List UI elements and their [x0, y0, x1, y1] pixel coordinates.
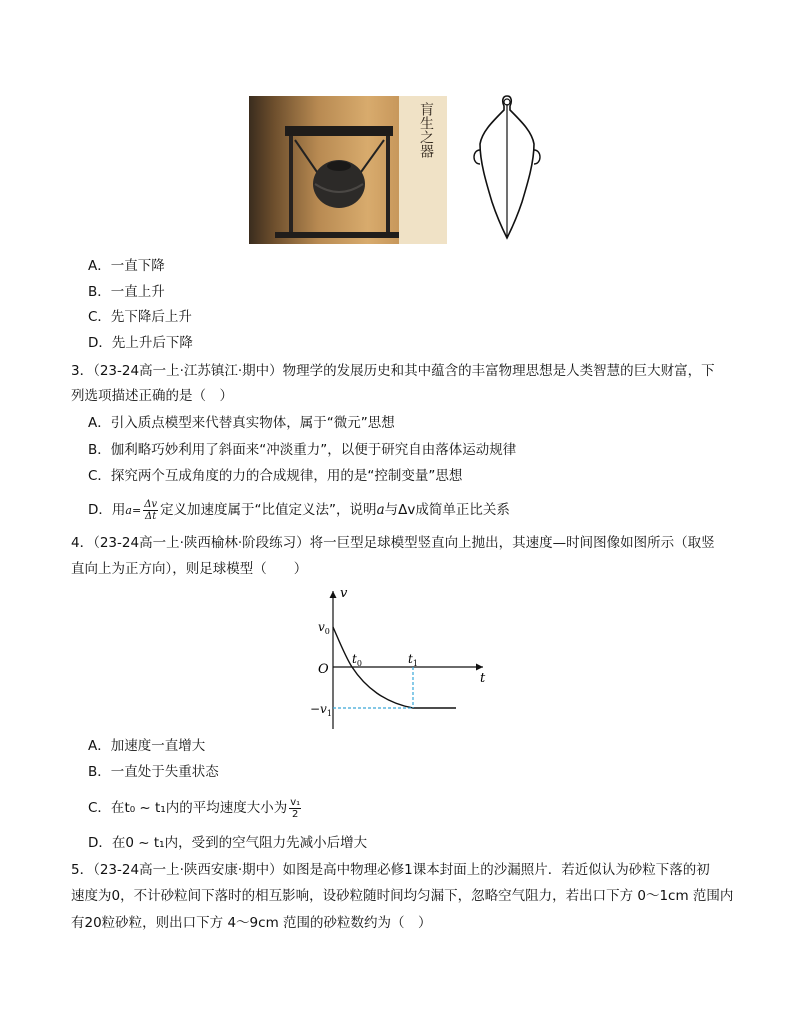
- q3-option-b: B．伽利略巧妙利用了斜面来“冲淡重力”，以便于研究自由落体运动规律: [88, 442, 517, 458]
- q5-stem-line1: 5．（23-24高一上·陕西安康·期中）如图是高中物理必修1课本封面上的沙漏照片．若近似认为砂粒下落的初: [71, 862, 710, 878]
- label-v: v: [340, 586, 348, 601]
- q4-option-d: D．在0 ~ t₁内，受到的空气阻力先减小后增大: [88, 835, 368, 851]
- q3-option-a: A．引入质点模型来代替真实物体，属于“微元”思想: [88, 415, 395, 431]
- label-t1: $t_1$: [408, 652, 418, 668]
- q2-option-d: D．先上升后下降: [88, 335, 193, 351]
- q4-option-a: A．加速度一直增大: [88, 738, 206, 754]
- label-t0: $t_0$: [352, 652, 362, 668]
- fraction-dv-dt: $\frac{\Delta v}{\Delta t}$: [144, 498, 158, 522]
- q2-option-b: B．一直上升: [88, 284, 165, 300]
- q5-stem-line3: 有20粒砂粒，则出口下方 4～9cm 范围的砂粒数约为（ ）: [71, 915, 432, 931]
- vessel-photo: [249, 96, 447, 244]
- fraction-v1-over-2: $\frac{\text{v₁}}{2}$: [290, 796, 301, 820]
- q5-stem-line2: 速度为0，不计砂粒间下落时的相互影响，设砂粒随时间均匀漏下，忽略空气阻力，若出口下方 0～1cm 范围内: [71, 888, 734, 904]
- label-origin: O: [318, 662, 329, 677]
- label-t: t: [480, 671, 486, 686]
- q2-option-a: A．一直下降: [88, 258, 165, 274]
- q4-stem-line2: 直向上为正方向），则足球模型（ ）: [71, 561, 308, 577]
- velocity-time-graph: [300, 583, 500, 733]
- label-neg-v1: $-v_1$: [310, 702, 332, 718]
- label-v0: $v_0$: [318, 620, 330, 636]
- q2-option-c: C．先下降后上升: [88, 309, 192, 325]
- q4-option-c: C．在t₀ ~ t₁内的平均速度大小为 $\frac{\text{v₁}}{2}$: [88, 796, 301, 820]
- q3-stem-line2: 列选项描述正确的是（ ）: [71, 388, 233, 404]
- q4-option-b: B．一直处于失重状态: [88, 764, 219, 780]
- vessel-diagram: [462, 92, 552, 242]
- q3-option-d: D．用a= $\frac{\Delta v}{\Delta t}$ 定义加速度属于“比值定义法”，说明a与Δv成简单正比关系: [88, 498, 510, 522]
- q4-stem-line1: 4．（23-24高一上·陕西榆林·阶段练习）将一巨型足球模型竖直向上抛出，其速度—时间图像如图所示（取竖: [71, 535, 715, 551]
- q3-stem-line1: 3．（23-24高一上·江苏镇江·期中）物理学的发展历史和其中蕴含的丰富物理思想是人类智慧的巨大财富，下: [71, 363, 715, 379]
- q3-option-c: C．探究两个互成角度的力的合成规律，用的是“控制变量”思想: [88, 468, 463, 484]
- photo-caption: 肓生之器: [418, 102, 434, 158]
